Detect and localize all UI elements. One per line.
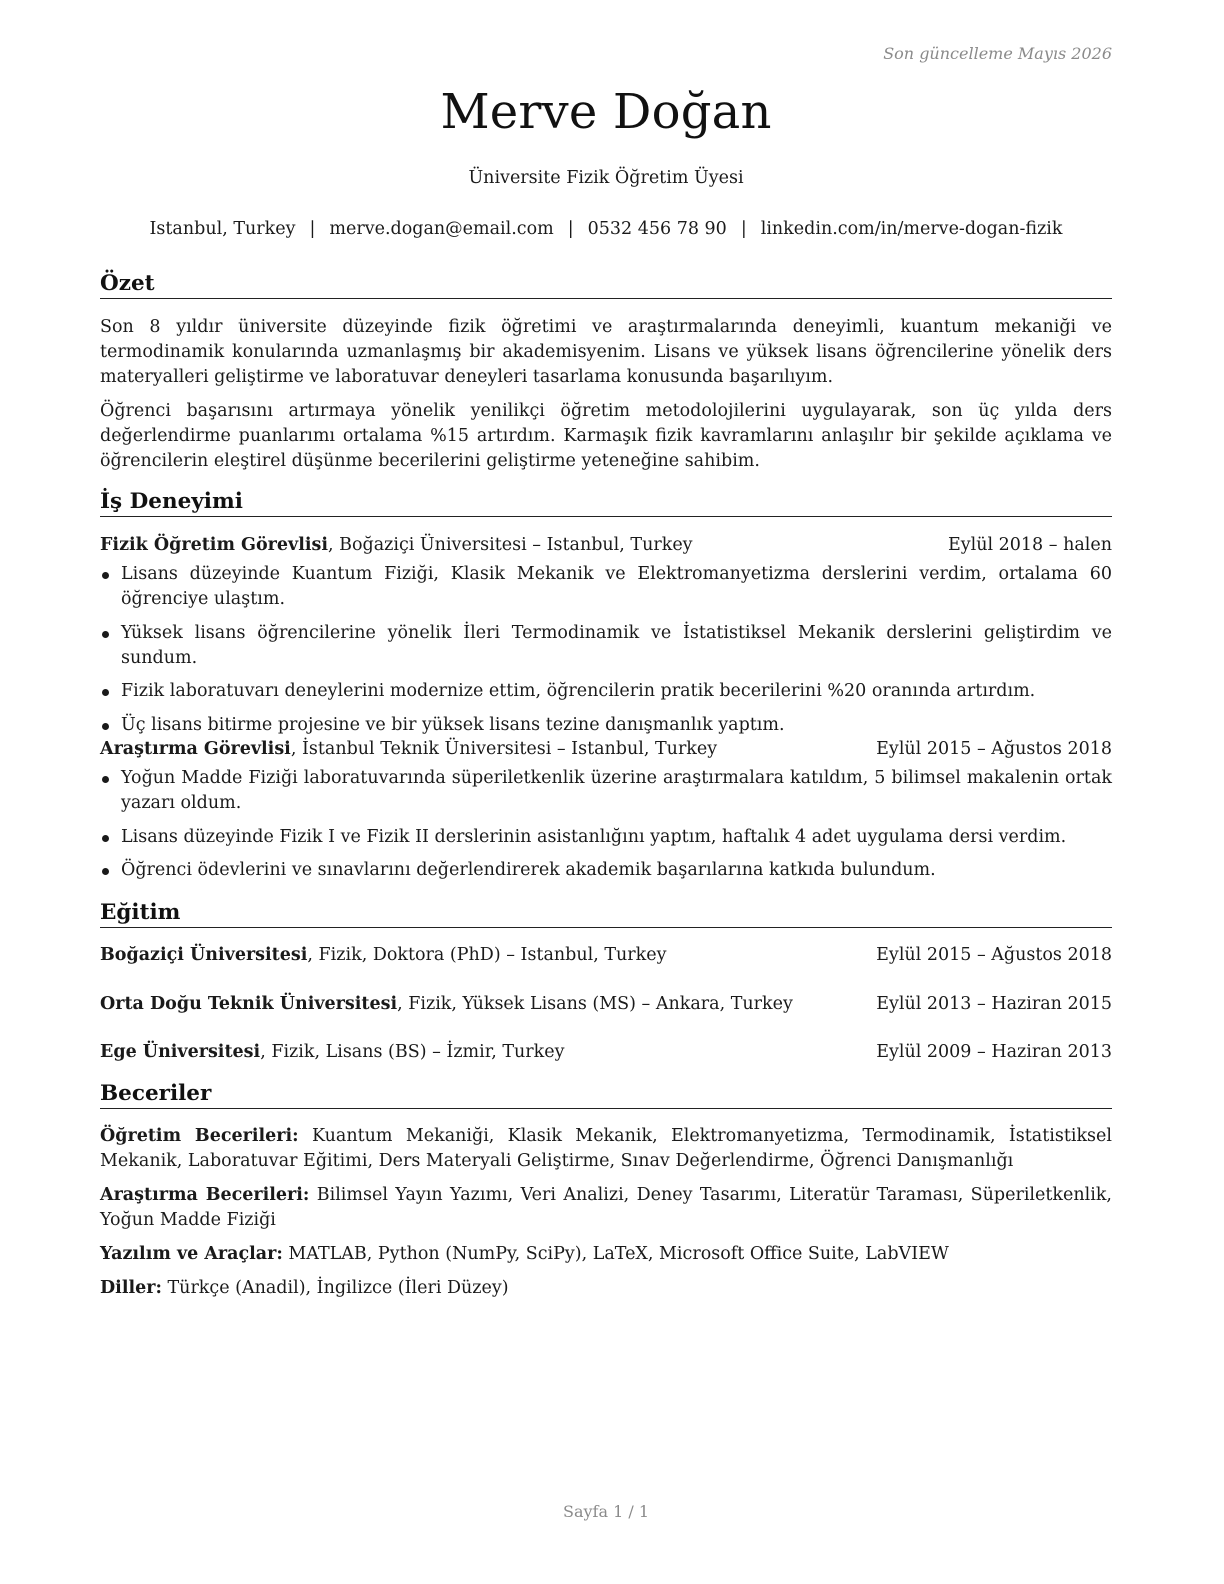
contact-location: Istanbul, Turkey [149, 219, 296, 239]
contact-phone: 0532 456 78 90 [587, 219, 727, 239]
bullet-icon [102, 689, 109, 696]
job-bullets [100, 766, 1112, 892]
education-dates: Eylül 2009 – Haziran 2013 [876, 1042, 1112, 1062]
skill-value: Türkçe (Anadil), İngilizce (İleri Düzey) [161, 1278, 509, 1298]
list-item: Yoğun Madde Fiziği laboratuvarında süperiletkenlik üzerine araştırmalara katıldım, 5 bilimsel makalenin ortak yazarı oldum. [100, 766, 1112, 816]
school-name: Boğaziçi Üniversitesi [100, 945, 308, 965]
contact-email[interactable]: merve.dogan@email.com [329, 219, 554, 239]
skill-value: Kuantum Mekaniği, Klasik Mekanik, Elektromanyetizma, Termodinamik, İstatistiksel Mekanik, Laboratuvar Eğitimi, Ders Materyali Geliştirme, Sınav Değerlendirme, Öğrenci Danışmanlığı [100, 1126, 1112, 1171]
education-dates: Eylül 2015 – Ağustos 2018 [876, 945, 1112, 965]
contact-line [100, 219, 1112, 239]
bullet-icon [102, 868, 109, 875]
job-bullets [100, 562, 1112, 746]
degree-detail: , Fizik, Yüksek Lisans (MS) – Ankara, Turkey [397, 994, 793, 1014]
degree-detail: , Fizik, Lisans (BS) – İzmir, Turkey [260, 1042, 565, 1062]
skill-label: Araştırma Becerileri: [100, 1185, 310, 1205]
list-item: Fizik laboratuvarı deneylerini modernize ettim, öğrencilerin pratik becerilerini %20 oranında artırdım. [100, 679, 1112, 704]
degree-detail: , Fizik, Doktora (PhD) – Istanbul, Turkey [307, 945, 667, 965]
last-updated: Son güncelleme Mayıs 2026 [883, 44, 1112, 63]
bullet-icon [102, 631, 109, 638]
candidate-name: Merve Doğan [440, 84, 772, 140]
school-name: Ege Üniversitesi [100, 1042, 261, 1062]
section-title-skills: Beceriler [100, 1081, 1112, 1109]
skill-group [100, 1276, 1112, 1301]
resume-page [100, 0, 1112, 1584]
contact-linkedin[interactable]: linkedin.com/in/merve-dogan-fizik [760, 219, 1063, 239]
bullet-icon [102, 835, 109, 842]
bullet-icon [102, 776, 109, 783]
education-entry [100, 943, 1112, 968]
job-role: Araştırma Görevlisi [100, 739, 291, 759]
education-dates: Eylül 2013 – Haziran 2015 [876, 994, 1112, 1014]
education-entry [100, 992, 1112, 1017]
list-item: Yüksek lisans öğrencilerine yönelik İleri Termodinamik ve İstatistiksel Mekanik derslerini geliştirdim ve sundum. [100, 621, 1112, 671]
skill-value: Bilimsel Yayın Yazımı, Veri Analizi, Deney Tasarımı, Literatür Taraması, Süperiletkenlik, Yoğun Madde Fiziği [100, 1185, 1112, 1230]
bullet-icon [102, 572, 109, 579]
skill-label: Öğretim Becerileri: [100, 1126, 299, 1146]
contact-separator: | [567, 219, 574, 239]
contact-separator: | [740, 219, 747, 239]
skill-label: Diller: [100, 1278, 162, 1298]
job-header [100, 737, 1112, 762]
list-item: Öğrenci ödevlerini ve sınavlarını değerlendirerek akademik başarılarına katkıda bulundum. [100, 858, 1112, 883]
job-dates: Eylül 2015 – Ağustos 2018 [876, 739, 1112, 759]
job-organization: , İstanbul Teknik Üniversitesi – Istanbul, Turkey [290, 739, 718, 759]
list-item: Üç lisans bitirme projesine ve bir yüksek lisans tezine danışmanlık yaptım. [100, 713, 1112, 738]
job-dates: Eylül 2018 – halen [947, 535, 1112, 555]
page-number: Sayfa 1 / 1 [562, 1502, 649, 1521]
job-organization: , Boğaziçi Üniversitesi – Istanbul, Turkey [328, 535, 693, 555]
skill-group [100, 1124, 1112, 1174]
contact-separator: | [309, 219, 316, 239]
skill-group [100, 1183, 1112, 1233]
summary-paragraph: Öğrenci başarısını artırmaya yönelik yenilikçi öğretim metodolojilerini uygulayarak, son üç yılda ders değerlendirme puanlarımı ortalama %15 artırdım. Karmaşık fizik kavramlarını anlaşılır bir şekilde açıklama ve öğrencilerin eleştirel düşünme becerilerini geliştirme yeteneğine sahibim. [100, 401, 1112, 471]
summary-paragraph: Son 8 yıldır üniversite düzeyinde fizik öğretimi ve araştırmalarında deneyimli, kuantum mekaniği ve termodinamik konularında uzmanlaşmış bir akademisyenim. Lisans ve yüksek lisans öğrencilerine yönelik ders materyalleri geliştirme ve laboratuvar deneyleri tasarlama konusunda başarılıyım. [100, 317, 1112, 387]
skill-value: MATLAB, Python (NumPy, SciPy), LaTeX, Microsoft Office Suite, LabVIEW [282, 1244, 949, 1264]
school-name: Orta Doğu Teknik Üniversitesi [100, 994, 398, 1014]
section-title-summary: Özet [100, 271, 1112, 299]
section-title-education: Eğitim [100, 900, 1112, 928]
education-entry [100, 1040, 1112, 1065]
job-role: Fizik Öğretim Görevlisi [100, 535, 328, 555]
bullet-icon [102, 723, 109, 730]
headline: Üniversite Fizik Öğretim Üyesi [468, 168, 744, 188]
list-item: Lisans düzeyinde Kuantum Fiziği, Klasik Mekanik ve Elektromanyetizma derslerini verdim, ortalama 60 öğrenciye ulaştım. [100, 562, 1112, 612]
section-title-experience: İş Deneyimi [100, 489, 1112, 517]
job-header [100, 533, 1112, 558]
list-item: Lisans düzeyinde Fizik I ve Fizik II derslerinin asistanlığını yaptım, haftalık 4 adet uygulama dersi verdim. [100, 825, 1112, 850]
skill-label: Yazılım ve Araçlar: [100, 1244, 283, 1264]
skill-group [100, 1242, 1112, 1267]
